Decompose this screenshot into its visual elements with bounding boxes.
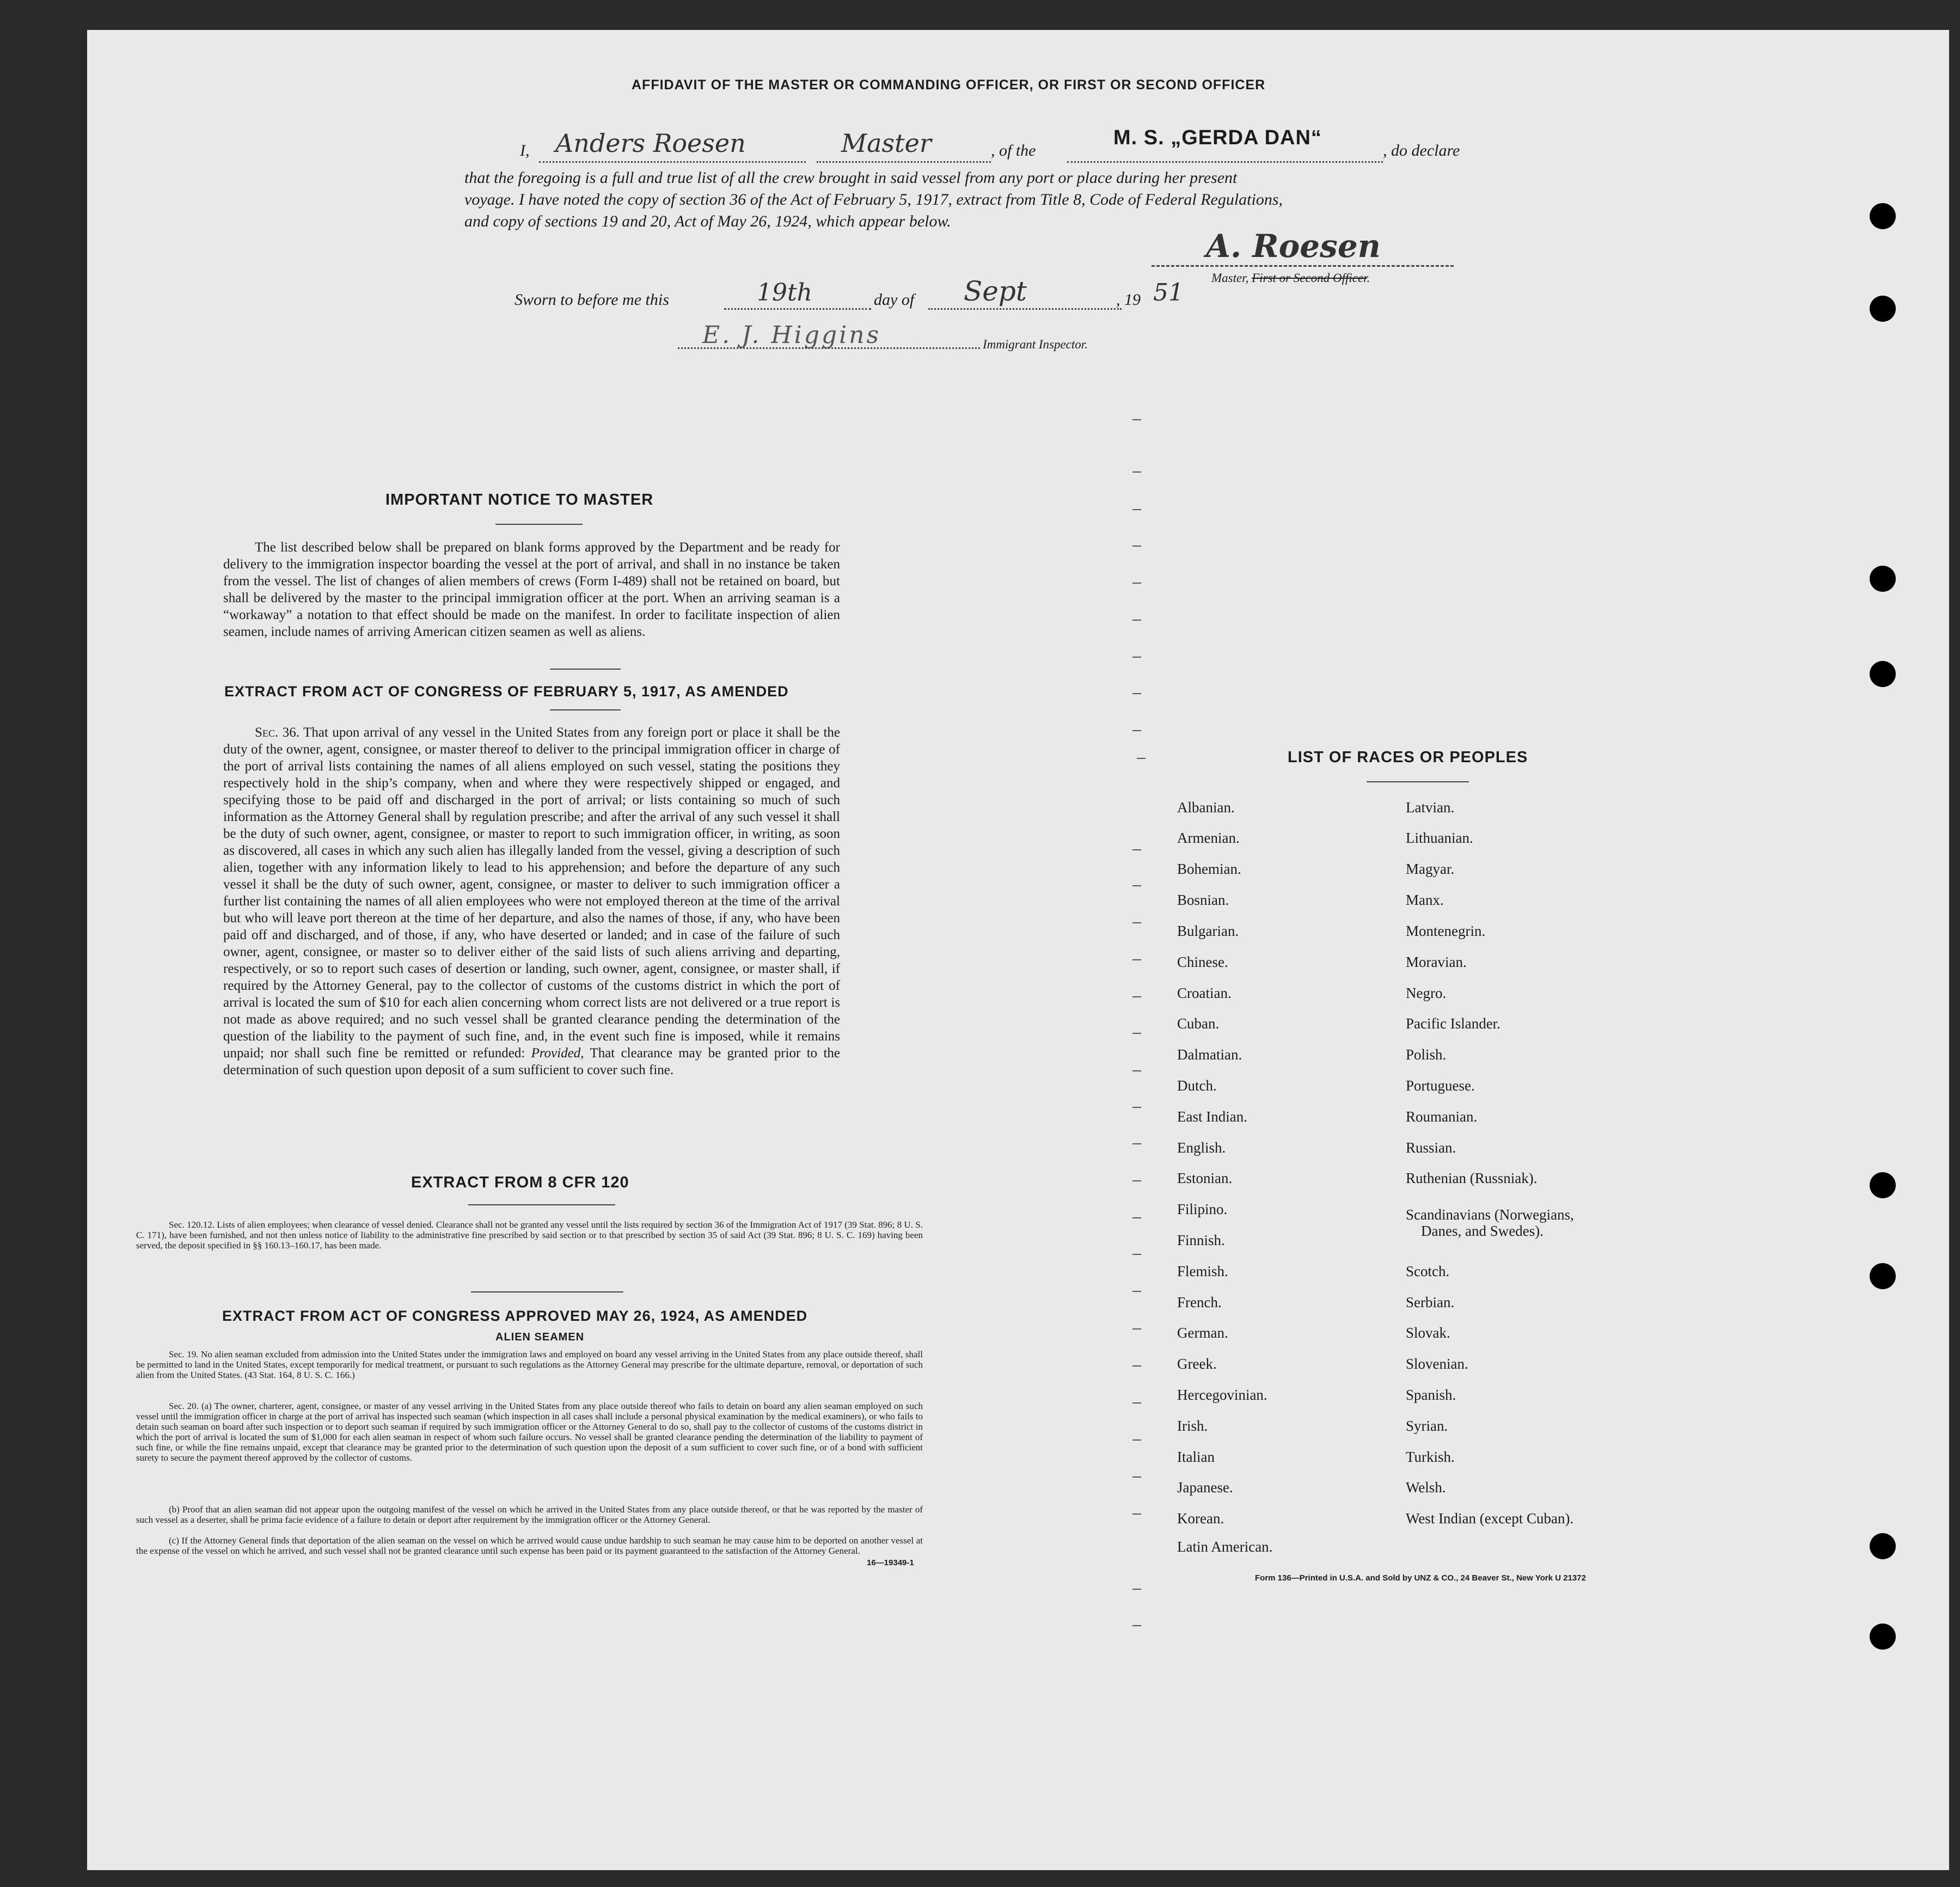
fold-mark bbox=[1132, 1328, 1141, 1330]
fold-mark bbox=[1132, 959, 1141, 960]
fold-mark bbox=[1132, 471, 1141, 473]
fold-mark bbox=[1132, 1291, 1141, 1292]
signature-caption-pre: Master, bbox=[1211, 271, 1252, 285]
binder-hole bbox=[1870, 566, 1896, 592]
fold-mark bbox=[1132, 546, 1141, 547]
race-right-5: Moravian. bbox=[1406, 954, 1467, 970]
race-left-21: Italian bbox=[1177, 1449, 1215, 1465]
print-code: 16—19349-1 bbox=[867, 1558, 914, 1567]
binder-hole bbox=[1870, 1533, 1896, 1559]
race-left-6: Croatian. bbox=[1177, 985, 1232, 1001]
race-left-16: French. bbox=[1177, 1294, 1222, 1310]
fold-mark bbox=[1132, 693, 1141, 694]
race-right-16: Serbian. bbox=[1406, 1294, 1455, 1310]
race-left-14: Finnish. bbox=[1177, 1232, 1225, 1248]
month-line bbox=[928, 308, 1122, 310]
race-left-10: East Indian. bbox=[1177, 1108, 1247, 1125]
race-right-15: Scotch. bbox=[1406, 1263, 1450, 1279]
sec-20c-text: (c) If the Attorney General finds that deportation of the alien seaman on the vessel on which he arrived would cause undue hardship to such seaman he may cause him to be deported on another vessel at the expense of the vessel on which he arrived, and such vessel shall not be granted clearance until such expense has been paid or its payment guaranteed to the satisfaction of the Attorney General. bbox=[136, 1535, 923, 1556]
fold-mark bbox=[1132, 419, 1141, 420]
inspector-signature: E. J. Higgins bbox=[702, 321, 881, 349]
race-right-3: Manx. bbox=[1406, 892, 1444, 908]
race-left-0: Albanian. bbox=[1177, 799, 1235, 816]
sec-36-text: That upon arrival of any vessel in the United States from any foreign port or place it shall be the duty of the owner, agent, consignee, or master thereof to deliver to the principal immigration officer in charge of the port of arrival lists containing the names of all aliens employed on such vessel, stating the positions they respectively hold in the ship’s company, when and where they were respectively shipped or engaged, and specifying those to be paid off and discharged in the port of arrival; or lists containing so much of such information as the Attorney General shall by regulation prescribe; and after the arrival of any such vessel it shall be the duty of such owner, agent, consignee, or master to report to such immigration officer, in writing, as soon as discovered, all cases in which any such alien has illegally landed from the vessel, giving a description of such alien, together with any information likely to lead to his apprehension; and before the departure of any such vessel it shall be the duty of such owner, agent, consignee, or master to deliver to such immigration officer a further list containing the names of all alien employees who were not employed thereon at the time of the arrival but who will leave port thereon at the time of her departure, and also the names of those, if any, who have been paid off and discharged, and of those, if any, who have deserted or landed; and in case of the failure of such owner, agent, consignee, or master so to deliver either of the said lists of such aliens arriving and departing, respectively, or so to report such cases of desertion or landing, such owner, agent, consignee, or master shall, if required by the Attorney General, pay to the collector of customs of the customs district in which the port of arrival is located the sum of $10 for each alien concerning whom correct lists are not delivered or a true report is not made as above required; and no such vessel shall be granted clearance pending the determination of the question of the liability to the payment of such fine, and, in the event such fine is imposed, while it remains unpaid; nor shall such fine be remitted or refunded: bbox=[223, 725, 840, 1061]
fold-mark bbox=[1132, 1180, 1141, 1181]
race-left-13: Filipino. bbox=[1177, 1201, 1228, 1217]
cfr-heading: EXTRACT FROM 8 CFR 120 bbox=[411, 1174, 629, 1191]
signature-caption-post: . bbox=[1367, 271, 1370, 285]
rank-handwritten: Master bbox=[841, 128, 932, 158]
race-right-17: Slovak. bbox=[1406, 1325, 1450, 1341]
fold-mark bbox=[1132, 1107, 1141, 1108]
year-suffix-handwritten: 51 bbox=[1153, 279, 1184, 307]
extract-1917-text bbox=[223, 724, 840, 1079]
declaration-line-2: voyage. I have noted the copy of section 36 of the Act of February 5, 1917, extract from Title 8, Code of Federal Regulations, bbox=[464, 191, 1283, 209]
cfr-rule bbox=[468, 1204, 615, 1205]
race-right-23: West Indian (except Cuban). bbox=[1406, 1510, 1574, 1527]
notice-text: The list described below shall be prepared on blank forms approved by the Department and be ready for delivery to the immigration inspector boarding the vessel at the port of arrival, and shall in no instance be taken from the vessel. The list of changes of alien members of crews (Form I-489) shall not be retained on board, but shall be delivered by the master to the principal immigration officer at the port. When an arriving seaman is a “workaway” a notation to that effect should be made on the manifest. In order to facilitate inspection of alien seamen, include names of arriving American citizen seamen as well as aliens. bbox=[223, 540, 840, 639]
fold-mark bbox=[1132, 1402, 1141, 1404]
race-left-22: Japanese. bbox=[1177, 1479, 1233, 1496]
race-right-19: Spanish. bbox=[1406, 1387, 1456, 1403]
binder-hole bbox=[1870, 1623, 1896, 1650]
of-the-label: , of the bbox=[991, 142, 1036, 160]
race-left-17: German. bbox=[1177, 1325, 1228, 1341]
fold-mark bbox=[1132, 885, 1141, 886]
notice-heading: IMPORTANT NOTICE TO MASTER bbox=[385, 491, 654, 508]
notice-rule bbox=[495, 524, 583, 525]
race-left-24: Latin American. bbox=[1177, 1539, 1273, 1555]
rank-line bbox=[817, 161, 991, 163]
race-left-9: Dutch. bbox=[1177, 1077, 1217, 1094]
fold-mark bbox=[1132, 1254, 1141, 1255]
extract-1917-heading: EXTRACT FROM ACT OF CONGRESS OF FEBRUARY 5, 1917, AS AMENDED bbox=[224, 683, 789, 700]
race-right-12: Ruthenian (Russniak). bbox=[1406, 1170, 1538, 1186]
race-left-18: Greek. bbox=[1177, 1356, 1217, 1372]
fold-mark bbox=[1132, 1143, 1141, 1144]
race-right-2: Magyar. bbox=[1406, 861, 1455, 877]
race-right-6: Negro. bbox=[1406, 985, 1447, 1001]
extract-1924-heading: EXTRACT FROM ACT OF CONGRESS APPROVED MAY 26, 1924, AS AMENDED bbox=[222, 1308, 808, 1324]
binder-hole bbox=[1870, 661, 1896, 687]
fold-mark bbox=[1132, 922, 1141, 923]
race-right-14: Danes, and Swedes). bbox=[1421, 1223, 1543, 1239]
fold-mark bbox=[1132, 1589, 1141, 1590]
races-rule bbox=[1367, 781, 1469, 782]
fold-mark bbox=[1132, 1476, 1141, 1478]
race-left-8: Dalmatian. bbox=[1177, 1046, 1242, 1063]
day-line bbox=[724, 308, 871, 310]
sec-19-text: Sec. 19. No alien seaman excluded from admission into the United States under the immigration laws and employed on board any vessel arriving in the United States from any place outside thereof, shall be permitted to land in the United States, except temporarily for medical treatment, or pursuant to such regulations as the Attorney General may prescribe for the ultimate departure, removal, or deportation of such alien from the United States. (43 Stat. 164, 8 U. S. C. 166.) bbox=[136, 1349, 923, 1380]
binder-hole bbox=[1870, 1263, 1896, 1289]
fold-mark bbox=[1132, 657, 1141, 658]
master-signature: A. Roesen bbox=[1206, 228, 1381, 265]
sec-20b-text: (b) Proof that an alien seaman did not appear upon the outgoing manifest of the vessel on which he arrived in the United States from any place outside thereof, or that he was reported by the master of such vessel as a deserter, shall be prima facie evidence of a failure to detain or deport after requirement by the immigration officer or the Attorney General. bbox=[136, 1504, 923, 1525]
race-left-23: Korean. bbox=[1177, 1510, 1224, 1527]
provided-label: Provided, bbox=[531, 1046, 584, 1061]
do-declare-label: , do declare bbox=[1383, 142, 1460, 160]
race-left-19: Hercegovinian. bbox=[1177, 1387, 1267, 1403]
race-left-7: Cuban. bbox=[1177, 1015, 1220, 1032]
fold-mark bbox=[1132, 1070, 1141, 1071]
fold-mark bbox=[1132, 1217, 1141, 1218]
race-left-15: Flemish. bbox=[1177, 1263, 1228, 1279]
race-left-11: English. bbox=[1177, 1139, 1226, 1156]
binder-hole bbox=[1870, 296, 1896, 322]
race-right-20: Syrian. bbox=[1406, 1418, 1448, 1434]
declaration-line-1: that the foregoing is a full and true list of all the crew brought in said vessel from any port or place during her present bbox=[464, 169, 1238, 187]
fold-mark bbox=[1132, 583, 1141, 584]
affidavit-heading: AFFIDAVIT OF THE MASTER OR COMMANDING OFFICER, OR FIRST OR SECOND OFFICER bbox=[632, 77, 1266, 93]
sec-20a-text: Sec. 20. (a) The owner, charterer, agent, consignee, or master of any vessel arriving in the United States from any place outside thereof who fails to detain on board any alien seaman employed on such vessel until the immigration officer in charge at the port of arrival has inspected such seaman (which inspection in all cases shall include a personal physical examination by the medical examiners), or who fails to detain such seaman on board after such inspection or to deport such seaman if required by such immigration officer or the Attorney General to do so, shall pay to the collector of customs of the customs district in which the port of arrival is located the sum of $1,000 for each alien seaman in respect of whom such failure occurs. No vessel shall be granted clearance pending the determination of the liability to payment of such fine, or while the fine remains unpaid, except that clearance may be granted prior to the determination of such question upon the deposit of a sum sufficient to cover such fine, or of a bond with sufficient surety to secure the payment thereof approved by the collector of customs. bbox=[136, 1401, 923, 1463]
extract-1917-rule bbox=[550, 709, 621, 710]
fold-mark bbox=[1132, 1514, 1141, 1515]
race-right-13: Scandinavians (Norwegians, bbox=[1406, 1206, 1574, 1223]
race-left-4: Bulgarian. bbox=[1177, 923, 1239, 939]
section-rule-2 bbox=[471, 1291, 623, 1292]
sec-36-label: Sec. 36. bbox=[255, 725, 299, 740]
signature-caption-struck: First or Second Officer bbox=[1252, 271, 1367, 285]
race-left-3: Bosnian. bbox=[1177, 892, 1229, 908]
name-line bbox=[539, 161, 806, 163]
vessel-line bbox=[1067, 161, 1383, 163]
race-right-8: Polish. bbox=[1406, 1046, 1447, 1063]
fold-mark bbox=[1132, 730, 1141, 731]
race-right-11: Russian. bbox=[1406, 1139, 1456, 1156]
signature-caption bbox=[1211, 267, 1370, 289]
fold-mark bbox=[1132, 620, 1141, 621]
cfr-text: Sec. 120.12. Lists of alien employees; when clearance of vessel denied. Clearance shall not be granted any vessel until the lists required by section 36 of the Immigration Act of 1917 (39 Stat. 896; 8 U. S. C. 171), have been furnished, and not then unless notice of liability to the administrative fine prescribed by said section or to that prescribed by section 35 of said Act (39 Stat. 896; 8 U. S. C. 169) having been served, the deposit specified in §§ 160.13–160.17, has been made. bbox=[136, 1220, 923, 1251]
inspector-line bbox=[678, 347, 980, 349]
races-heading: LIST OF RACES OR PEOPLES bbox=[1288, 749, 1528, 766]
fold-mark bbox=[1132, 996, 1141, 997]
race-right-7: Pacific Islander. bbox=[1406, 1015, 1500, 1032]
day-of-label: day of bbox=[874, 291, 915, 309]
race-left-1: Armenian. bbox=[1177, 830, 1240, 846]
race-right-0: Latvian. bbox=[1406, 799, 1455, 816]
sec-36-text-end: That clearance may be granted prior to the determination of such question upon deposit of a sum sufficient to cover such fine. bbox=[223, 1046, 840, 1077]
sworn-day-handwritten: 19th bbox=[757, 279, 813, 307]
race-right-1: Lithuanian. bbox=[1406, 830, 1473, 846]
form-footer: Form 136—Printed in U.S.A. and Sold by UNZ & CO., 24 Beaver St., New York U 21372 bbox=[1255, 1573, 1586, 1583]
race-left-20: Irish. bbox=[1177, 1418, 1208, 1434]
fold-mark bbox=[1137, 758, 1146, 759]
fold-mark bbox=[1132, 1033, 1141, 1034]
race-right-18: Slovenian. bbox=[1406, 1356, 1468, 1372]
fold-mark bbox=[1132, 1625, 1141, 1626]
race-left-5: Chinese. bbox=[1177, 954, 1228, 970]
race-left-12: Estonian. bbox=[1177, 1170, 1233, 1186]
inspector-caption: Immigrant Inspector. bbox=[983, 338, 1088, 351]
race-left-2: Bohemian. bbox=[1177, 861, 1241, 877]
vessel-name: M. S. „GERDA DAN“ bbox=[1113, 126, 1322, 149]
declaration-i: I, bbox=[520, 142, 530, 160]
binder-hole bbox=[1870, 203, 1896, 229]
master-name-handwritten: Anders Roesen bbox=[555, 128, 746, 158]
fold-mark bbox=[1132, 1365, 1141, 1367]
fold-mark bbox=[1132, 1439, 1141, 1441]
declaration-line-3: and copy of sections 19 and 20, Act of May 26, 1924, which appear below. bbox=[464, 212, 951, 230]
race-right-21: Turkish. bbox=[1406, 1449, 1455, 1465]
binder-hole bbox=[1870, 1172, 1896, 1198]
year-prefix: , 19 bbox=[1116, 291, 1141, 309]
race-right-10: Roumanian. bbox=[1406, 1108, 1478, 1125]
sworn-label: Sworn to before me this bbox=[514, 291, 669, 309]
race-right-4: Montenegrin. bbox=[1406, 923, 1486, 939]
fold-mark bbox=[1132, 849, 1141, 850]
fold-mark bbox=[1132, 509, 1141, 510]
alien-seamen-subheading: ALIEN SEAMEN bbox=[495, 1331, 585, 1343]
race-right-22: Welsh. bbox=[1406, 1479, 1446, 1496]
sworn-month-handwritten: Sept bbox=[964, 275, 1027, 307]
section-rule-1 bbox=[550, 669, 621, 670]
race-right-9: Portuguese. bbox=[1406, 1077, 1475, 1094]
